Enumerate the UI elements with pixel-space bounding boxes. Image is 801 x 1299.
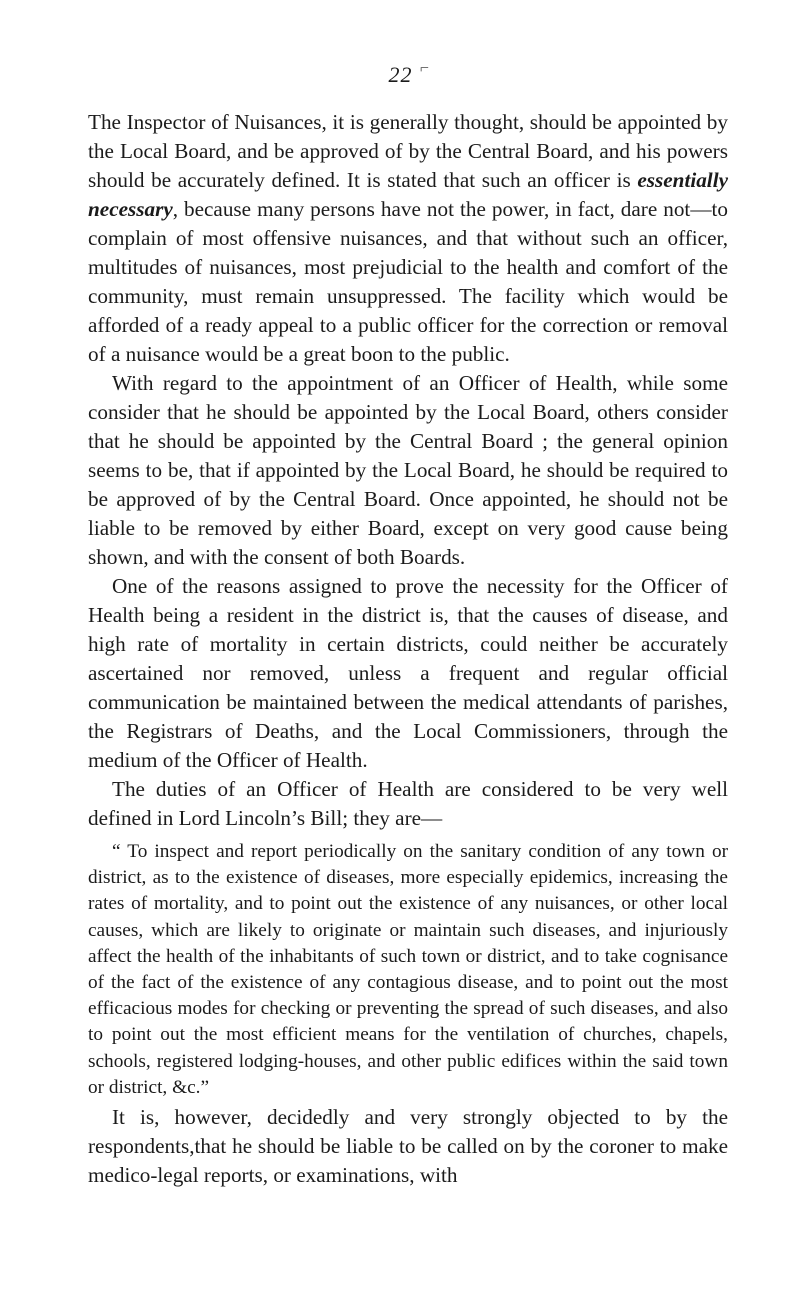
paragraph-text: , because many persons have not the power, in fact, dare not—to complain of most offensive nuisances, and that without such an officer, multitudes of nuisances, most prejudicial to the health and comfort of the community, must remain unsuppressed. The facility which would be afforded of a ready appeal to a public officer for the correction or removal of a nuisance would be a great boon to the public. [88, 197, 728, 366]
paragraph-appointment: With regard to the appointment of an Officer of Health, while some consider that he should be appointed by the Local Board, others consider that he should be appointed by the Central Board ; the general opinion seems to be, that if appointed by the Local Board, he should be required to be approved of by the Central Board. Once appointed, he should not be liable to be removed by either Board, except on very good cause being shown, and with the consent of both Boards. [88, 371, 728, 569]
corner-mark: ⌐ [420, 60, 430, 77]
paragraph-duties-intro: The duties of an Officer of Health are considered to be very well defined in Lord Lincoln’s Bill; they are— [88, 777, 728, 830]
paragraph-inspector-of-nuisances [88, 108, 728, 369]
emphasis-text: essentially necessary [88, 168, 728, 221]
body-text [88, 108, 728, 1190]
paragraph-text: The Inspector of Nuisances, it is generally thought, should be appointed by the Local Board, and be approved of by the Central Board, and his powers should be accurately defined. It is stated that such an officer is [88, 110, 728, 192]
page-number: 22 [388, 62, 413, 87]
block-quote-bill: “ To inspect and report periodically on the sanitary condition of any town or district, as to the existence of diseases, more especially epidemics, increasing the rates of mortality, and to point out the existence of any nuisances, or other local causes, which are likely to originate or maintain such diseases, and injuriously affect the health of the inhabitants of such town or district, and to take cognisance of the fact of the existence of any contagious disease, and to point out the most efficacious modes for checking or preventing the spread of such diseases, and also to point out the most efficient means for the ventilation of churches, chapels, schools, registered lodging-houses, and other public edifices within the said town or district, &c.” [88, 841, 728, 1098]
paragraph-objection: It is, however, decidedly and very strongly objected to by the respondents,that he should be liable to be called on by the coroner to make medico-legal reports, or examinations, with [88, 1105, 728, 1188]
paragraph-residency: One of the reasons assigned to prove the necessity for the Officer of Health being a resident in the district is, that the causes of disease, and high rate of mortality in certain districts, could neither be accurately ascertained nor removed, unless a frequent and regular official communication be maintained between the medical attendants of parishes, the Registrars of Deaths, and the Local Commissioners, through the medium of the Officer of Health. [88, 574, 728, 772]
